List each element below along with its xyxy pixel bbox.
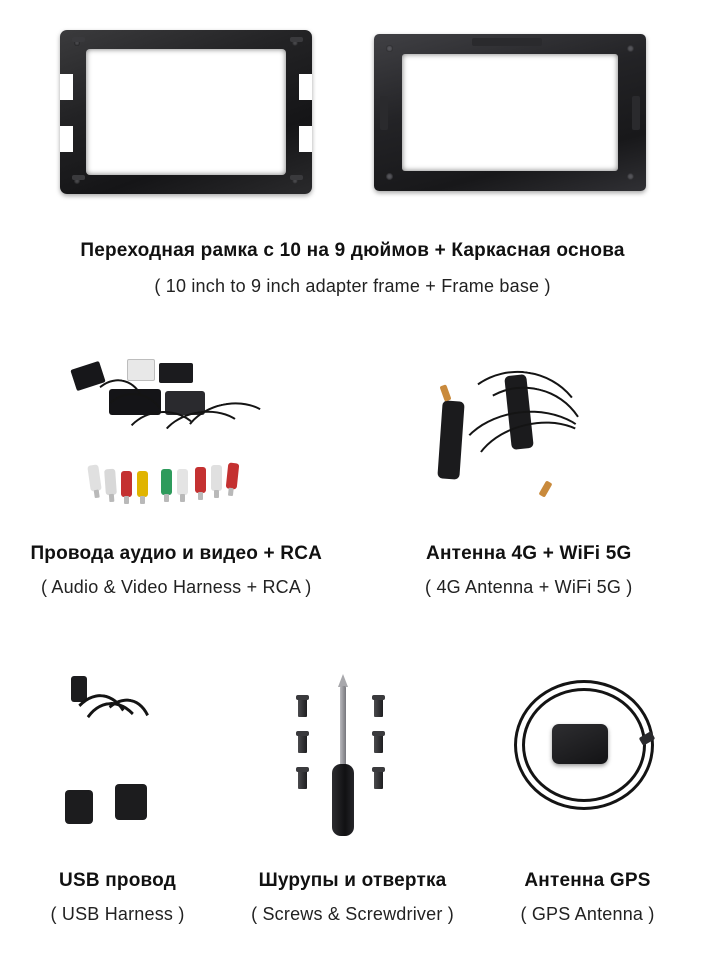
base-screw-hole [627, 45, 634, 52]
base-screw-hole [627, 173, 634, 180]
screw [298, 770, 307, 789]
screw [298, 734, 307, 753]
rca-connector-yellow [137, 471, 148, 497]
item-audio-video-harness [0, 353, 353, 598]
tools-caption-ru: Шурупы и отвертка [258, 870, 447, 891]
rca-connector-white [211, 465, 222, 491]
harness-caption-ru: Провода аудио и видео + RCA [30, 543, 323, 564]
usb-caption-ru: USB провод [59, 870, 176, 891]
base-tab [632, 96, 640, 130]
gps-artwork [498, 672, 678, 850]
harness-artwork [61, 353, 291, 521]
usb-cable-image [43, 672, 193, 850]
frame-notch [60, 74, 73, 100]
item-antenna-4g-wifi [353, 353, 705, 598]
antenna-artwork [424, 353, 634, 521]
frame-screw-hole [292, 40, 298, 46]
frame-notch [60, 126, 73, 152]
antenna4g-caption-ru: Антенна 4G + WiFi 5G [426, 543, 632, 564]
rca-connector-white [87, 464, 102, 491]
frame-screw-hole [74, 178, 80, 184]
item-screws-screwdriver [235, 672, 470, 925]
harness-caption-en: ( Audio & Video Harness + RCA ) [40, 577, 312, 597]
rca-connector-green [161, 469, 172, 495]
screw [374, 734, 383, 753]
frames-image-row [0, 26, 705, 198]
frames-caption-ru: Переходная рамка с 10 на 9 дюймов + Каркасная основа [80, 240, 625, 261]
item-usb-harness [0, 672, 235, 925]
rca-connector-white [104, 469, 117, 496]
screw [374, 698, 383, 717]
adapter-frame-image [60, 30, 312, 194]
usb-artwork [43, 672, 193, 850]
base-tab [472, 38, 542, 46]
harness-connector [159, 363, 193, 383]
rca-connector-red [226, 462, 240, 489]
gps-antenna-image [498, 672, 678, 850]
section-accessories [0, 672, 705, 925]
frame-notch [299, 74, 312, 100]
gps-receiver-puck [552, 724, 608, 764]
frame-base-image [374, 34, 646, 191]
harness-connector-white [127, 359, 155, 381]
tools-caption-en: ( Screws & Screwdriver ) [251, 904, 454, 924]
4g-antenna-image [424, 353, 634, 521]
item-gps-antenna [470, 672, 705, 925]
frame-screw-hole [74, 40, 80, 46]
frame-screw-hole [292, 178, 298, 184]
gps-caption-ru: Антенна GPS [524, 870, 651, 891]
antenna-connector-tip [439, 384, 451, 401]
antenna4g-caption-en: ( 4G Antenna + WiFi 5G ) [425, 577, 633, 597]
section-frames [0, 0, 705, 297]
screwdriver-handle [332, 764, 354, 836]
base-screw-hole [386, 45, 393, 52]
section-harness-antenna [0, 353, 705, 598]
wiring-harness-image [61, 353, 291, 521]
screw [374, 770, 383, 789]
frames-caption-en: ( 10 inch to 9 inch adapter frame + Frame base ) [154, 276, 551, 296]
screw [298, 698, 307, 717]
gps-caption-en: ( GPS Antenna ) [520, 904, 655, 924]
screwdriver-image [268, 672, 438, 850]
rca-connector-red [121, 471, 132, 497]
rca-connector-white [177, 469, 188, 495]
base-screw-hole [386, 173, 393, 180]
usb-caption-en: ( USB Harness ) [50, 904, 185, 924]
base-tab [380, 96, 388, 130]
frame-notch [299, 126, 312, 152]
screwdriver-shaft [340, 686, 346, 768]
tools-artwork [268, 672, 438, 850]
rca-connector-red [195, 467, 206, 493]
